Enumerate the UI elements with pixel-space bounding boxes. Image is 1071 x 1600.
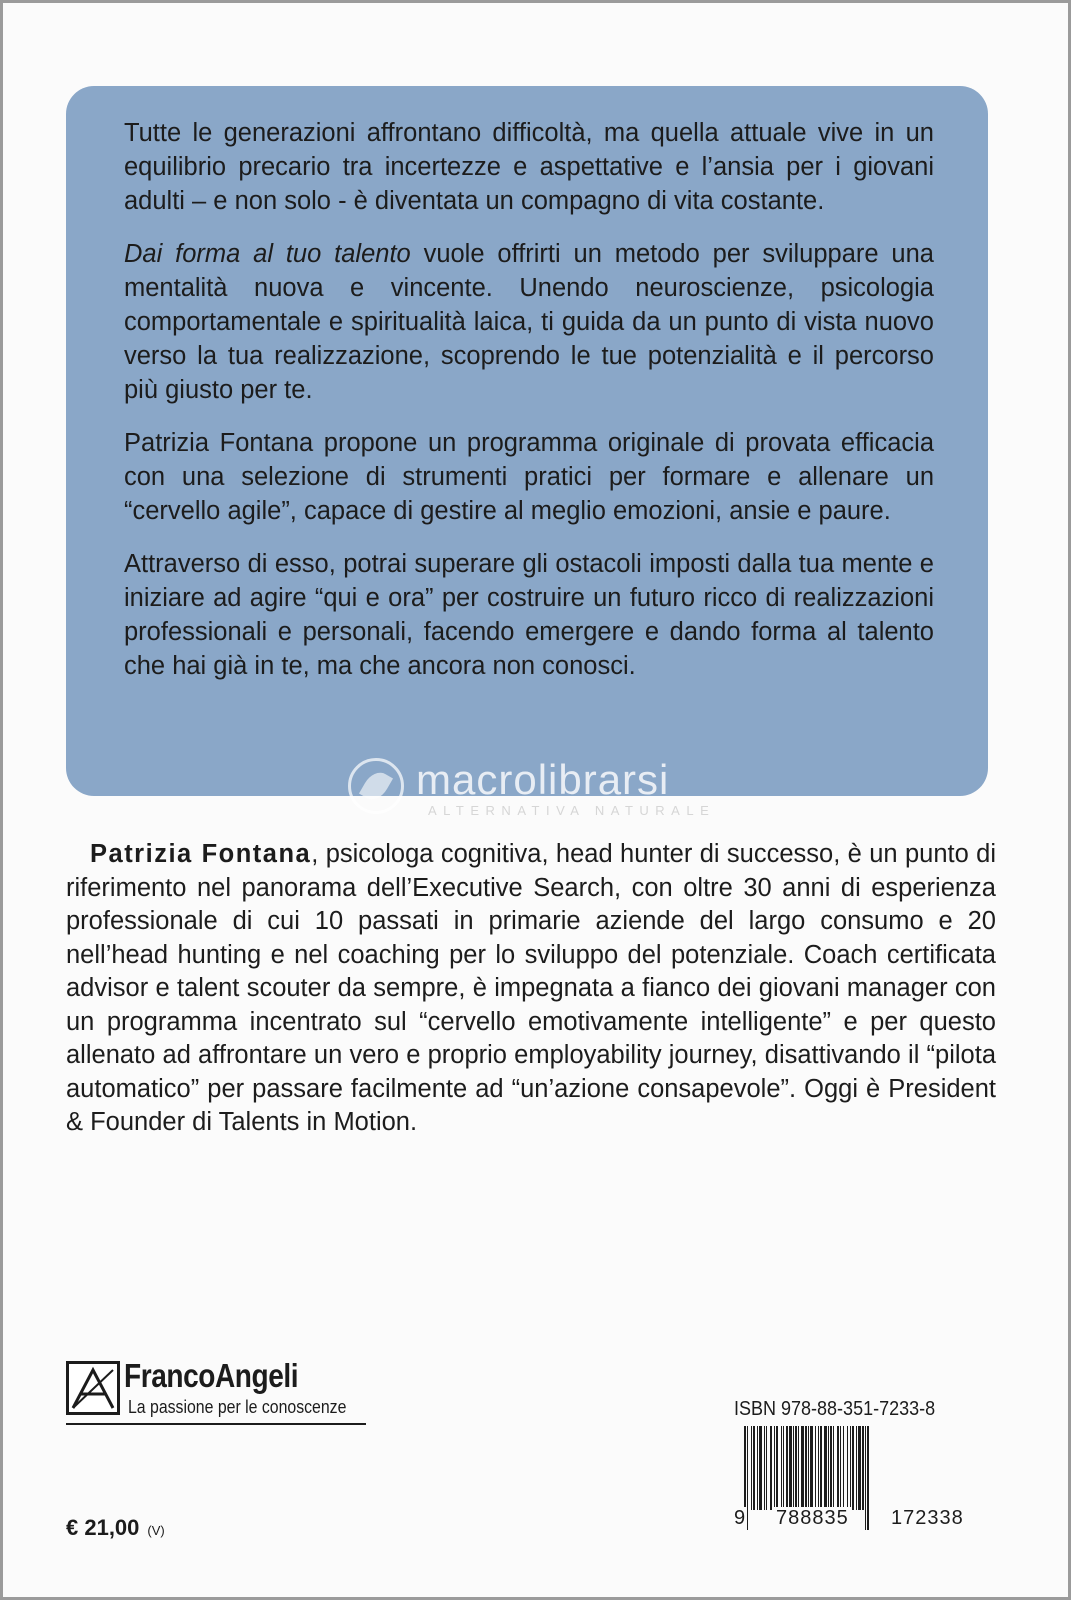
watermark-tagline: ALTERNATIVA NATURALE — [428, 803, 716, 818]
barcode-bar — [793, 1426, 794, 1510]
barcode-bar — [764, 1426, 765, 1510]
barcode-bar — [847, 1426, 848, 1510]
author-bio — [66, 838, 996, 1140]
barcode-bar — [852, 1426, 854, 1510]
blurb-paragraph-2 — [124, 237, 934, 407]
barcode-digits-left: 788835 — [776, 1507, 849, 1529]
barcode-bar — [753, 1426, 755, 1510]
blurb-paragraph-2-text: vuole offrirti un metodo per sviluppare una mentalità nuova e vincente. Unendo neuroscienze, psicologia comportamentale e spiritualità laica, ti guida da un punto di vista nuovo verso la tua realizzazione, scoprendo le tue potenzialità e il percorso più giusto per te. — [124, 240, 934, 404]
price-amount: € 21,00 — [66, 1515, 140, 1540]
barcode-bar — [805, 1426, 807, 1510]
barcode-digits — [734, 1507, 996, 1533]
watermark — [348, 758, 748, 828]
barcode-bar — [815, 1426, 816, 1510]
barcode-bar — [774, 1426, 775, 1510]
publisher-logo — [66, 1357, 366, 1431]
barcode-bar — [795, 1426, 797, 1510]
barcode-bar — [781, 1426, 782, 1510]
barcode-bar — [759, 1426, 762, 1510]
publisher-mark-icon — [66, 1361, 120, 1415]
barcode-bar — [810, 1426, 813, 1510]
barcode-bar — [862, 1426, 864, 1510]
author-bio-text: , psicologa cognitiva, head hunter di successo, è un punto di riferimento nel panorama dell’Executive Search, con oltre 30 anni di esperienza professionale di cui 10 passati in primarie aziende del largo consumo e 20 nell’head hunting e nel coaching per lo sviluppo del potenziale. Coach certificata advisor e talent scouter da sempre, è impegnata a fianco dei giovani manager con un programma incentrato sul “cervello emotivamente intelligente” e per questo allenato ad affrontare un vero e proprio employability journey, disattivando il “pilota automatico” per passare facilmente ad “un’azione consapevole”. Oggi è President & Founder di Talents in Motion. — [66, 840, 996, 1136]
barcode-digits-right: 172338 — [891, 1507, 964, 1529]
barcode-bar — [770, 1426, 772, 1510]
price — [66, 1515, 165, 1541]
price-vat: (V) — [147, 1523, 165, 1538]
barcode-digit-first: 9 — [734, 1507, 746, 1529]
barcode-bar — [801, 1426, 804, 1510]
barcode-bar — [856, 1426, 857, 1510]
watermark-name: macrolibrarsi — [416, 756, 670, 803]
blurb-box — [66, 86, 988, 796]
barcode-bar — [783, 1426, 784, 1510]
isbn-label: ISBN 978-88-351-7233-8 — [734, 1398, 936, 1420]
barcode-bar — [837, 1426, 839, 1510]
author-name: Patrizia Fontana — [90, 840, 312, 868]
barcode-bar — [757, 1426, 758, 1510]
barcode-bar — [824, 1426, 827, 1510]
barcode-bar — [843, 1426, 844, 1510]
barcode-bar — [833, 1426, 834, 1510]
barcode-bar — [808, 1426, 809, 1510]
blurb-paragraph-1-text: Tutte le generazioni affrontano difficoltà, ma quella attuale vive in un equilibrio precario tra incertezze e aspettative e l’ansia per i giovani adulti – e non solo - è diventata un compagno di vita costante. — [124, 119, 934, 215]
barcode-bar — [798, 1426, 799, 1510]
blurb-paragraph-3: Patrizia Fontana propone un programma originale di provata efficacia con una selezione di strumenti pratici per formare e allenare un “cervello agile”, capace di gestire al meglio emozioni, ansie e paure. — [124, 429, 934, 525]
barcode-bar — [820, 1426, 822, 1510]
barcode-bar — [858, 1426, 861, 1510]
leaf-logo-icon — [348, 758, 404, 814]
publisher-tagline: La passione per le conoscenze — [128, 1397, 347, 1417]
barcode-bar — [776, 1426, 778, 1510]
book-title: Dai forma al tuo talento — [124, 240, 411, 268]
barcode-bar — [751, 1426, 752, 1510]
barcode-bar — [840, 1426, 841, 1510]
blurb-paragraph-4: Attraverso di esso, potrai superare gli ostacoli imposti dalla tua mente e iniziare ad agire “qui e ora” per costruire un futuro ricco di realizzazioni professionali e personali, facendo emergere e dando forma al talento che hai già in te, ma che ancora non conosci. — [124, 550, 934, 680]
barcode-bar — [818, 1426, 819, 1510]
publisher-name: FrancoAngeli — [124, 1357, 299, 1394]
barcode-bar — [786, 1426, 788, 1510]
barcode-bar — [789, 1426, 792, 1510]
barcode-bar — [850, 1426, 851, 1510]
barcode-bar — [766, 1426, 767, 1510]
blurb-paragraph-1 — [124, 116, 934, 218]
publisher-rule — [66, 1423, 366, 1425]
barcode-bar — [830, 1426, 832, 1510]
barcode-bar — [828, 1426, 829, 1510]
